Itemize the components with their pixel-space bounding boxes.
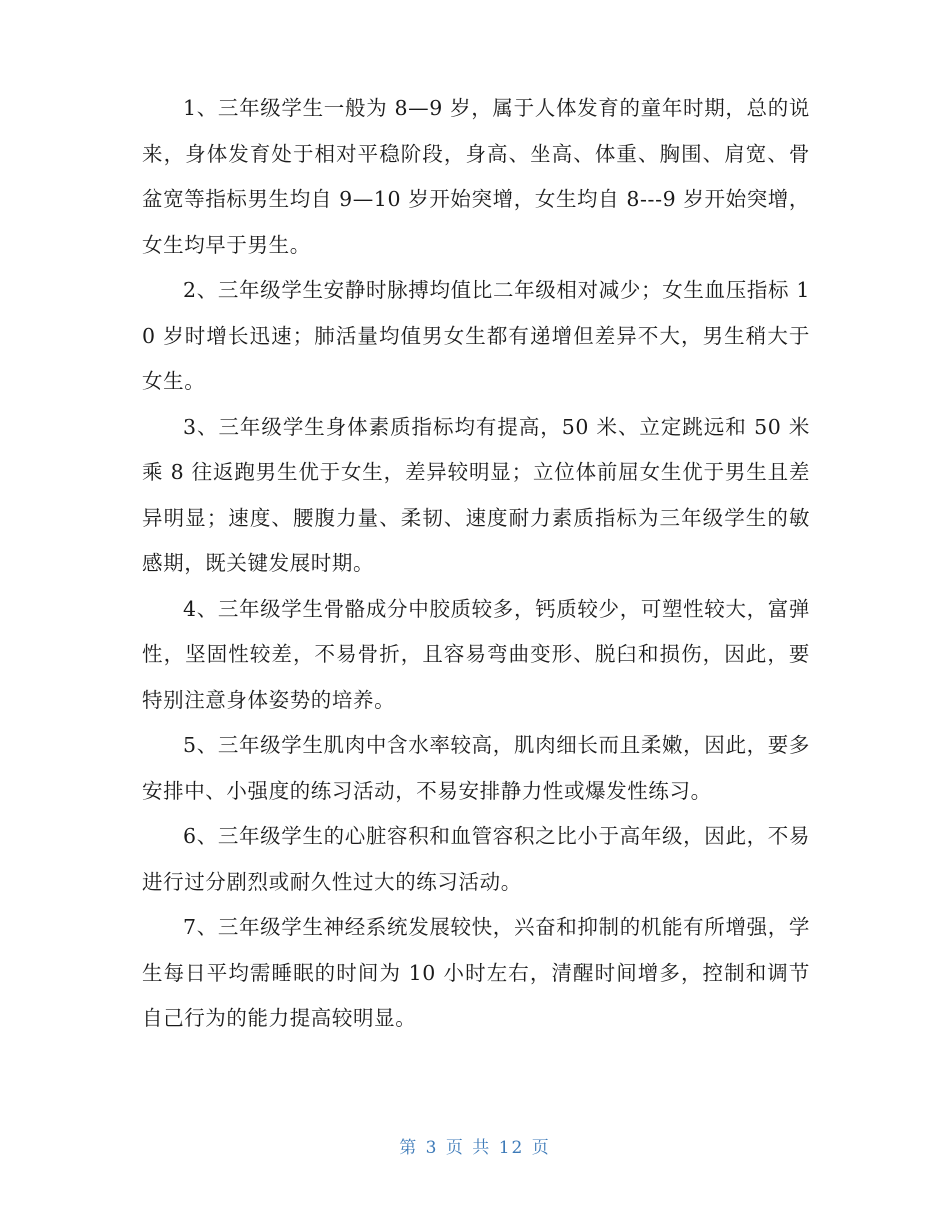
paragraph-1: 1、三年级学生一般为 8—9 岁，属于人体发育的童年时期，总的说来，身体发育处于相对平稳阶段，身高、坐高、体重、胸围、肩宽、骨盆宽等指标男生均自 9—10 岁开始突增，女生均自 8---9 岁开始突增，女生均早于男生。	[142, 96, 810, 257]
paragraph-7: 7、三年级学生神经系统发展较快，兴奋和抑制的机能有所增强，学生每日平均需睡眠的时间为 10 小时左右，清醒时间增多，控制和调节自己行为的能力提高较明显。	[142, 915, 810, 1030]
document-body	[142, 86, 810, 1042]
paragraph-6: 6、三年级学生的心脏容积和血管容积之比小于高年级，因此，不易进行过分剧烈或耐久性过大的练习活动。	[142, 824, 810, 894]
page-number-footer: 第 3 页 共 12 页	[399, 1138, 551, 1158]
paragraph-2: 2、三年级学生安静时脉搏均值比二年级相对减少；女生血压指标 10 岁时增长迅速；肺活量均值男女生都有递增但差异不大，男生稍大于女生。	[142, 278, 810, 393]
paragraph-4: 4、三年级学生骨骼成分中胶质较多，钙质较少，可塑性较大，富弹性，坚固性较差，不易骨折，且容易弯曲变形、脱臼和损伤，因此，要特别注意身体姿势的培养。	[142, 596, 810, 712]
paragraph-3: 3、三年级学生身体素质指标均有提高，50 米、立定跳远和 50 米乘 8 往返跑男生优于女生，差异较明显；立位体前屈女生优于男生且差异明显；速度、腰腹力量、柔韧、速度耐力素质指标为三年级学生的敏感期，既关键发展时期。	[142, 414, 810, 575]
paragraph-5: 5、三年级学生肌肉中含水率较高，肌肉细长而且柔嫩，因此，要多安排中、小强度的练习活动，不易安排静力性或爆发性练习。	[142, 733, 810, 803]
